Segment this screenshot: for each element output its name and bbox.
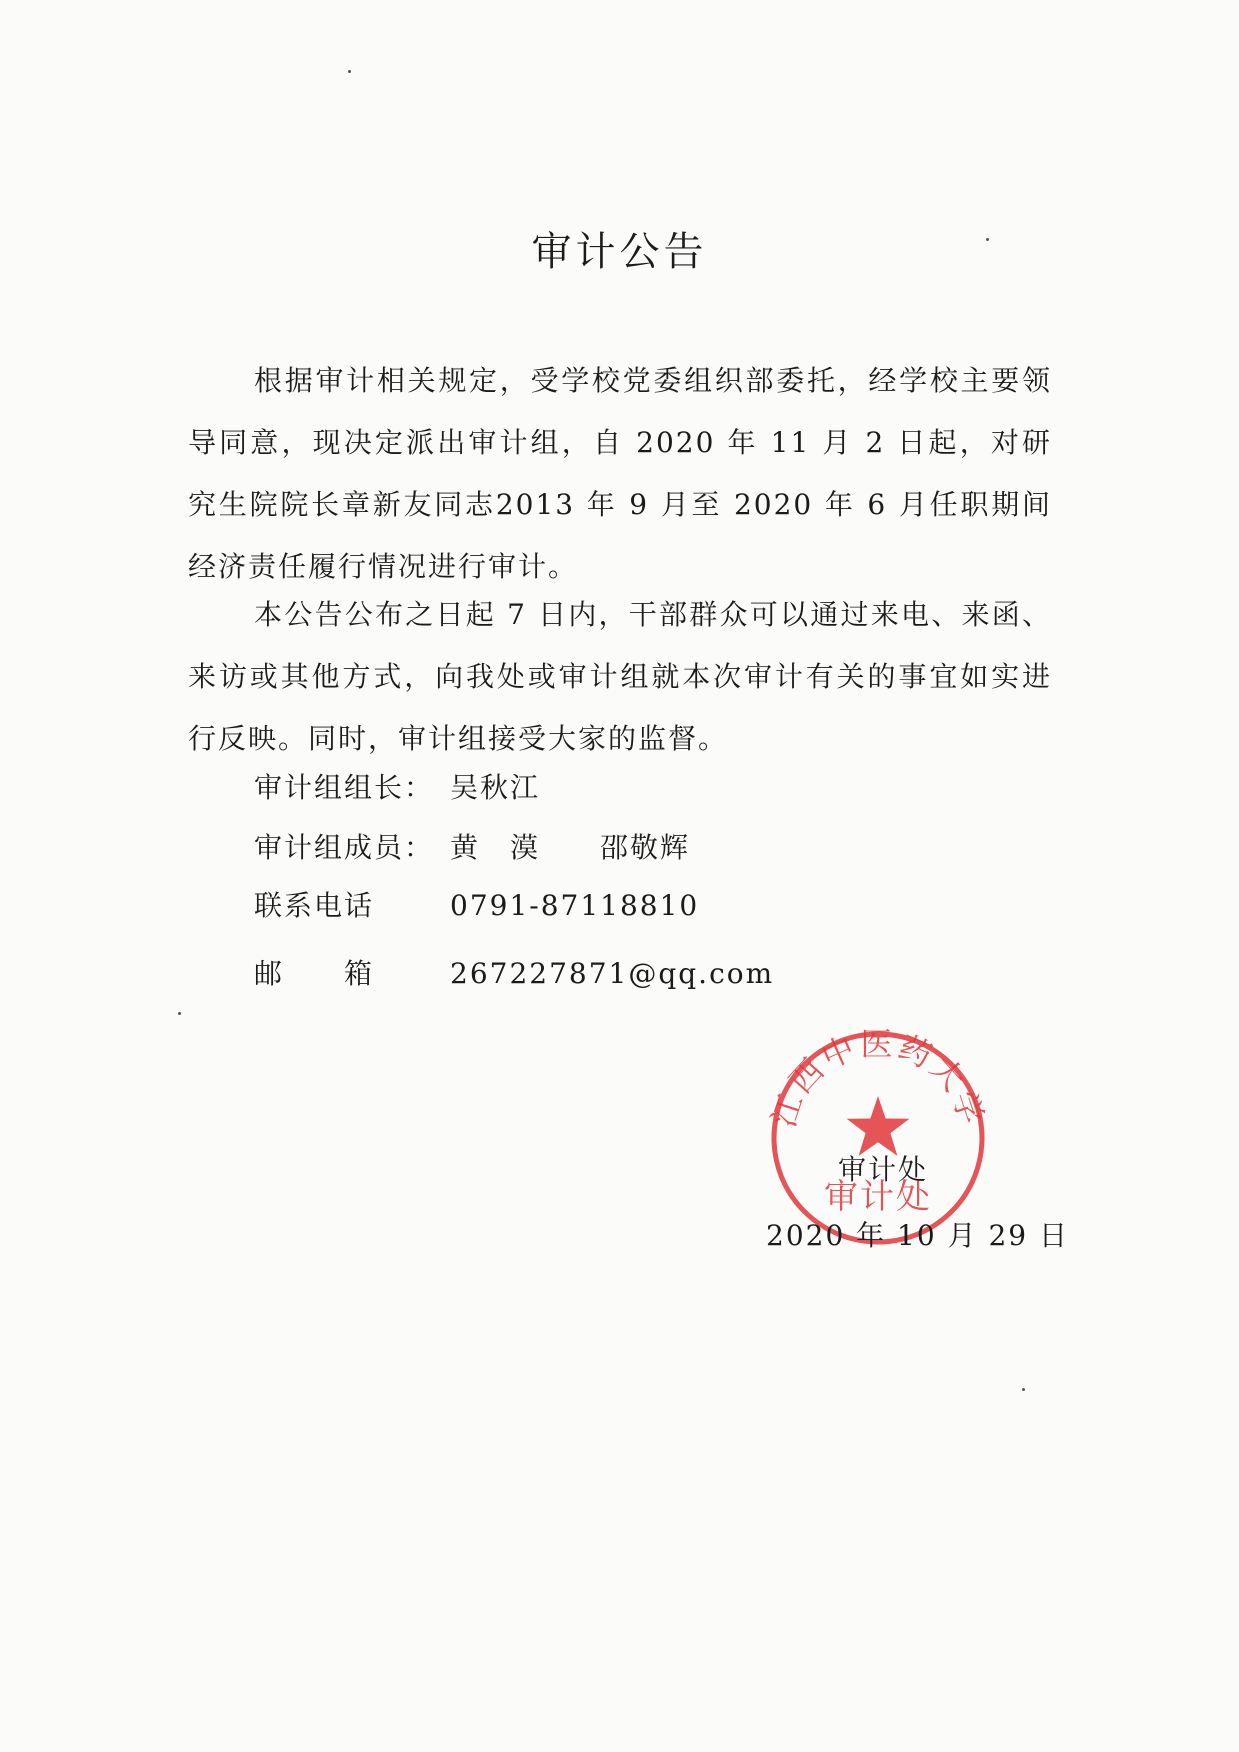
signature-office: 审计处 xyxy=(838,1153,929,1186)
field-team-leader xyxy=(254,766,540,806)
field-label: 审计组成员： xyxy=(254,831,435,864)
paper-speck xyxy=(348,70,351,73)
paper-speck xyxy=(178,1012,181,1015)
field-team-members xyxy=(254,826,690,866)
signature-date: 2020 年 10 月 29 日 xyxy=(766,1219,1070,1252)
paper-speck xyxy=(986,238,989,241)
paragraph-feedback: 本公告公布之日起 7 日内，干部群众可以通过来电、来函、来访或其他方式，向我处或审计组就本次审计有关的事宜如实进行反映。同时，审计组接受大家的监督。 xyxy=(188,598,1052,755)
field-value: 267227871@qq.com xyxy=(450,957,775,990)
field-phone xyxy=(254,884,699,924)
document-title: 审计公告 xyxy=(531,229,708,275)
field-value: 黄 漠 邵敬辉 xyxy=(450,831,691,864)
seal-outer-text: 江西中医药大学 xyxy=(764,1024,992,1132)
seal-inner-text: 审计处 xyxy=(824,1177,932,1217)
field-label: 邮 箱 xyxy=(254,957,375,990)
field-value: 吴秋江 xyxy=(450,771,541,804)
paper-speck xyxy=(1022,1388,1025,1391)
field-label: 审计组组长： xyxy=(254,771,435,804)
field-email xyxy=(254,952,774,992)
paragraph-audit-notice: 根据审计相关规定，受学校党委组织部委托，经学校主要领导同意，现决定派出审计组，自 2020 年 11 月 2 日起，对研究生院院长章新友同志2013 年 9 月至 2020 年 6 月任职期间经济责任履行情况进行审计。 xyxy=(188,364,1052,583)
field-label: 联系电话 xyxy=(254,889,375,922)
seal-star-icon xyxy=(847,1096,910,1156)
field-value: 0791-87118810 xyxy=(450,889,700,922)
